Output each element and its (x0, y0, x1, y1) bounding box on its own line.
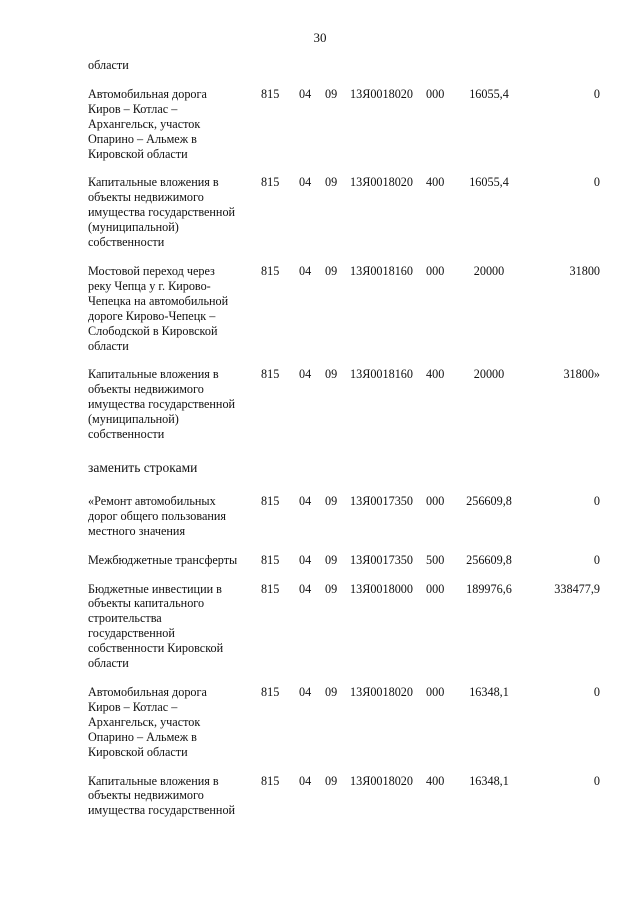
row-type: 000 (426, 581, 445, 596)
row-name: Межбюджетные трансферты (88, 552, 238, 567)
row-section: 04 (299, 685, 312, 699)
row-code: 815 (261, 175, 280, 190)
row-section: 04 (299, 367, 312, 382)
row-name: Бюджетные инвестиции в объекты капитального строительства государственной собственности Кировской области (88, 581, 224, 671)
row-type: 400 (426, 773, 445, 788)
row-amount-2: 0 (593, 685, 600, 699)
row-subsection: 09 (325, 367, 338, 382)
row-target: 13Я0018160 (350, 263, 413, 278)
row-section: 04 (299, 493, 312, 508)
row-amount-2: 0 (593, 773, 600, 788)
row-amount-2: 31800 (569, 263, 600, 278)
row-target: 13Я0018160 (350, 367, 413, 382)
row-target: 13Я0017350 (350, 493, 413, 508)
row-target: 13Я0018020 (350, 86, 413, 101)
row-amount-1: 20000 (473, 263, 505, 278)
row-amount-2: 338477,9 (554, 581, 600, 596)
row-subsection: 09 (325, 773, 338, 788)
row-subsection: 09 (325, 175, 338, 190)
row-type: 000 (426, 263, 445, 278)
row-name: Автомобильная дорога Киров – Котлас – Архангельск, участок Опарино – Альмеж в Кировской области (88, 86, 207, 161)
row-code: 815 (261, 367, 280, 382)
table-row (88, 87, 600, 162)
row-name: Автомобильная дорога Киров – Котлас – Архангельск, участок Опарино – Альмеж в Кировской области (88, 685, 207, 759)
row-subsection: 09 (325, 581, 338, 596)
row-name: Мостовой переход через реку Чепца у г. Кирово- Чепецка на автомобильной дороге Кирово-Чепецк – Слободской в Кировской области (88, 263, 229, 353)
row-amount-1: 16348,1 (469, 773, 509, 788)
row-type: 500 (426, 552, 445, 567)
row-code: 815 (261, 773, 280, 788)
table-row (88, 264, 600, 353)
row-name: Капитальные вложения в объекты недвижимого имущества государственной (муниципальной) собственности (88, 175, 236, 250)
row-section: 04 (299, 581, 312, 596)
row-code: 815 (261, 493, 280, 508)
document-body (88, 58, 600, 818)
row-amount-1: 16055,4 (469, 175, 509, 190)
row-code: 815 (261, 263, 280, 278)
row-type: 000 (426, 86, 445, 101)
row-section: 04 (299, 773, 312, 788)
row-amount-1: 20000 (473, 367, 505, 382)
row-amount-1: 189976,6 (466, 581, 512, 596)
row-type: 000 (426, 493, 445, 508)
row-target: 13Я0018020 (350, 773, 413, 788)
row-section: 04 (299, 552, 312, 567)
row-target: 13Я0017350 (350, 552, 413, 567)
row-section: 04 (299, 86, 312, 101)
table-row (88, 685, 600, 760)
row-amount-1: 16348,1 (469, 685, 509, 699)
row-section: 04 (299, 175, 312, 190)
page-number: 30 (313, 30, 327, 45)
table-row (88, 367, 600, 442)
table-row (88, 582, 600, 671)
row-type: 400 (426, 175, 445, 190)
row-code: 815 (261, 581, 280, 596)
row-name: «Ремонт автомобильных дорог общего пользования местного значения (88, 493, 227, 538)
row-amount-1: 256609,8 (466, 552, 512, 567)
row-amount-2: 0 (593, 175, 600, 190)
row-code: 815 (261, 86, 280, 101)
row-amount-2: 31800» (563, 367, 600, 382)
row-subsection: 09 (325, 263, 338, 278)
row-subsection: 09 (325, 685, 338, 699)
row-name: Капитальные вложения в объекты недвижимого имущества государственной (муниципальной) собственности (88, 367, 236, 442)
row-target: 13Я0018000 (350, 581, 413, 596)
row-subsection: 09 (325, 493, 338, 508)
row-target: 13Я0018020 (350, 685, 413, 699)
row-amount-2: 0 (593, 552, 600, 567)
replace-phrase: заменить строками (88, 459, 198, 475)
row-type: 000 (426, 685, 445, 699)
table-row (88, 553, 600, 568)
row-name: Капитальные вложения в объекты недвижимого имущества государственной (88, 773, 236, 818)
row-name: области (88, 58, 129, 72)
row-amount-2: 0 (593, 493, 600, 508)
row-target: 13Я0018020 (350, 175, 413, 190)
top-fragment-row (88, 58, 600, 73)
row-amount-1: 256609,8 (466, 493, 512, 508)
row-type: 400 (426, 367, 445, 382)
row-code: 815 (261, 685, 280, 699)
table-row (88, 494, 600, 539)
row-amount-2: 0 (593, 86, 600, 101)
row-subsection: 09 (325, 86, 338, 101)
table-row (88, 175, 600, 250)
row-amount-1: 16055,4 (469, 86, 509, 101)
row-code: 815 (261, 552, 280, 567)
row-section: 04 (299, 263, 312, 278)
row-subsection: 09 (325, 552, 338, 567)
table-row (88, 774, 600, 819)
